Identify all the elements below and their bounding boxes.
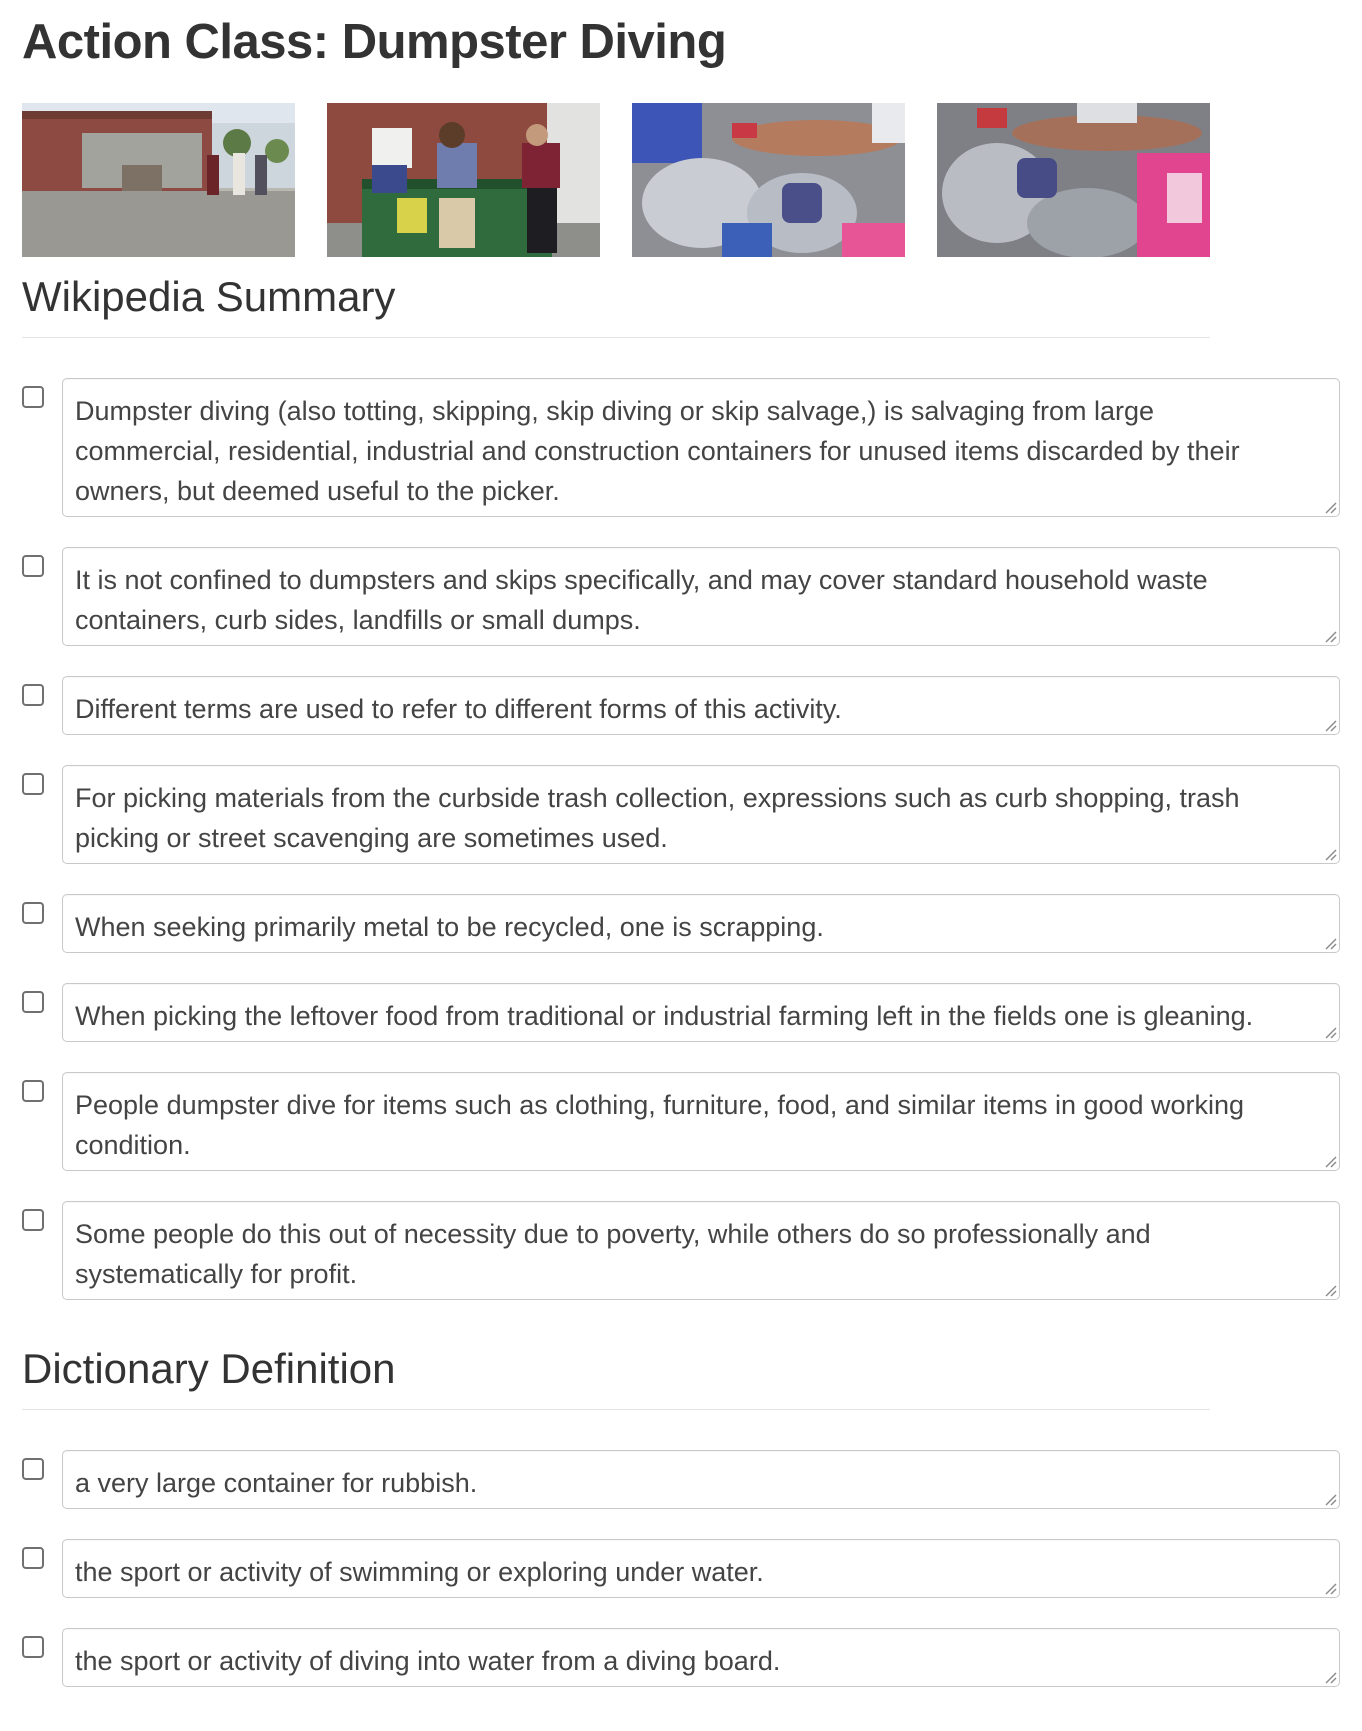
resize-handle-icon[interactable]: [1323, 1154, 1337, 1168]
wikipedia-textarea-1[interactable]: [62, 378, 1340, 517]
thumbnail-3: [632, 103, 905, 257]
dictionary-item-1: [22, 1450, 1340, 1509]
wikipedia-item-8: [22, 1201, 1340, 1300]
dictionary-text-2: the sport or activity of swimming or exploring under water.: [75, 1557, 764, 1587]
dictionary-textarea-2[interactable]: [62, 1539, 1340, 1598]
wikipedia-text-8: Some people do this out of necessity due to poverty, while others do so professionally and systematically for profit.: [75, 1219, 1151, 1289]
thumbnail-4-image: [937, 103, 1210, 257]
wikipedia-item-6: [22, 983, 1340, 1042]
dictionary-item-2: [22, 1539, 1340, 1598]
wikipedia-textarea-6[interactable]: [62, 983, 1340, 1042]
thumbnail-1-image: [22, 103, 295, 257]
resize-handle-icon[interactable]: [1323, 936, 1337, 950]
wikipedia-textarea-8[interactable]: [62, 1201, 1340, 1300]
wikipedia-text-7: People dumpster dive for items such as clothing, furniture, food, and similar items in good working condition.: [75, 1090, 1245, 1160]
wikipedia-item-7: [22, 1072, 1340, 1171]
wikipedia-summary-heading: Wikipedia Summary: [22, 273, 396, 320]
resize-handle-icon[interactable]: [1323, 1581, 1337, 1595]
resize-handle-icon[interactable]: [1323, 629, 1337, 643]
dictionary-item-3: [22, 1628, 1340, 1687]
dictionary-checkbox-1[interactable]: [22, 1458, 44, 1480]
wikipedia-checkbox-5[interactable]: [22, 902, 44, 924]
resize-handle-icon[interactable]: [1323, 1492, 1337, 1506]
wikipedia-checkbox-8[interactable]: [22, 1209, 44, 1231]
page-title: Action Class: Dumpster Diving: [22, 15, 727, 69]
wikipedia-textarea-5[interactable]: [62, 894, 1340, 953]
thumbnail-1: [22, 103, 295, 257]
wikipedia-item-1: [22, 378, 1340, 517]
resize-handle-icon[interactable]: [1323, 500, 1337, 514]
dictionary-textarea-3[interactable]: [62, 1628, 1340, 1687]
dictionary-textarea-1[interactable]: [62, 1450, 1340, 1509]
thumbnail-2-image: [327, 103, 600, 257]
resize-handle-icon[interactable]: [1323, 1283, 1337, 1297]
wikipedia-checkbox-2[interactable]: [22, 555, 44, 577]
wikipedia-divider: [22, 337, 1210, 338]
wikipedia-textarea-7[interactable]: [62, 1072, 1340, 1171]
wikipedia-text-1: Dumpster diving (also totting, skipping, skip diving or skip salvage,) is salvaging from large commercial, residential, industrial and construction containers for unused items discarded by their owners, but deemed useful to the picker.: [75, 396, 1240, 506]
resize-handle-icon[interactable]: [1323, 718, 1337, 732]
dictionary-text-3: the sport or activity of diving into water from a diving board.: [75, 1646, 781, 1676]
wikipedia-textarea-3[interactable]: [62, 676, 1340, 735]
thumbnail-3-image: [632, 103, 905, 257]
dictionary-checkbox-2[interactable]: [22, 1547, 44, 1569]
wikipedia-checkbox-1[interactable]: [22, 386, 44, 408]
wikipedia-text-6: When picking the leftover food from traditional or industrial farming left in the fields one is gleaning.: [75, 1001, 1254, 1031]
wikipedia-text-2: It is not confined to dumpsters and skips specifically, and may cover standard household waste containers, curb sides, landfills or small dumps.: [75, 565, 1208, 635]
wikipedia-checkbox-6[interactable]: [22, 991, 44, 1013]
resize-handle-icon[interactable]: [1323, 1025, 1337, 1039]
wikipedia-textarea-4[interactable]: [62, 765, 1340, 864]
dictionary-divider: [22, 1409, 1210, 1410]
wikipedia-text-4: For picking materials from the curbside trash collection, expressions such as curb shopping, trash picking or street scavenging are sometimes used.: [75, 783, 1240, 853]
dictionary-definition-heading: Dictionary Definition: [22, 1345, 396, 1392]
wikipedia-checkbox-4[interactable]: [22, 773, 44, 795]
wikipedia-checkbox-7[interactable]: [22, 1080, 44, 1102]
wikipedia-item-5: [22, 894, 1340, 953]
wikipedia-textarea-2[interactable]: [62, 547, 1340, 646]
dictionary-text-1: a very large container for rubbish.: [75, 1468, 478, 1498]
wikipedia-text-3: Different terms are used to refer to different forms of this activity.: [75, 694, 842, 724]
wikipedia-checkbox-3[interactable]: [22, 684, 44, 706]
dictionary-checkbox-3[interactable]: [22, 1636, 44, 1658]
resize-handle-icon[interactable]: [1323, 847, 1337, 861]
wikipedia-item-2: [22, 547, 1340, 646]
thumbnail-2: [327, 103, 600, 257]
wikipedia-item-3: [22, 676, 1340, 735]
resize-handle-icon[interactable]: [1323, 1670, 1337, 1684]
wikipedia-text-5: When seeking primarily metal to be recycled, one is scrapping.: [75, 912, 824, 942]
thumbnail-4: [937, 103, 1210, 257]
wikipedia-item-4: [22, 765, 1340, 864]
